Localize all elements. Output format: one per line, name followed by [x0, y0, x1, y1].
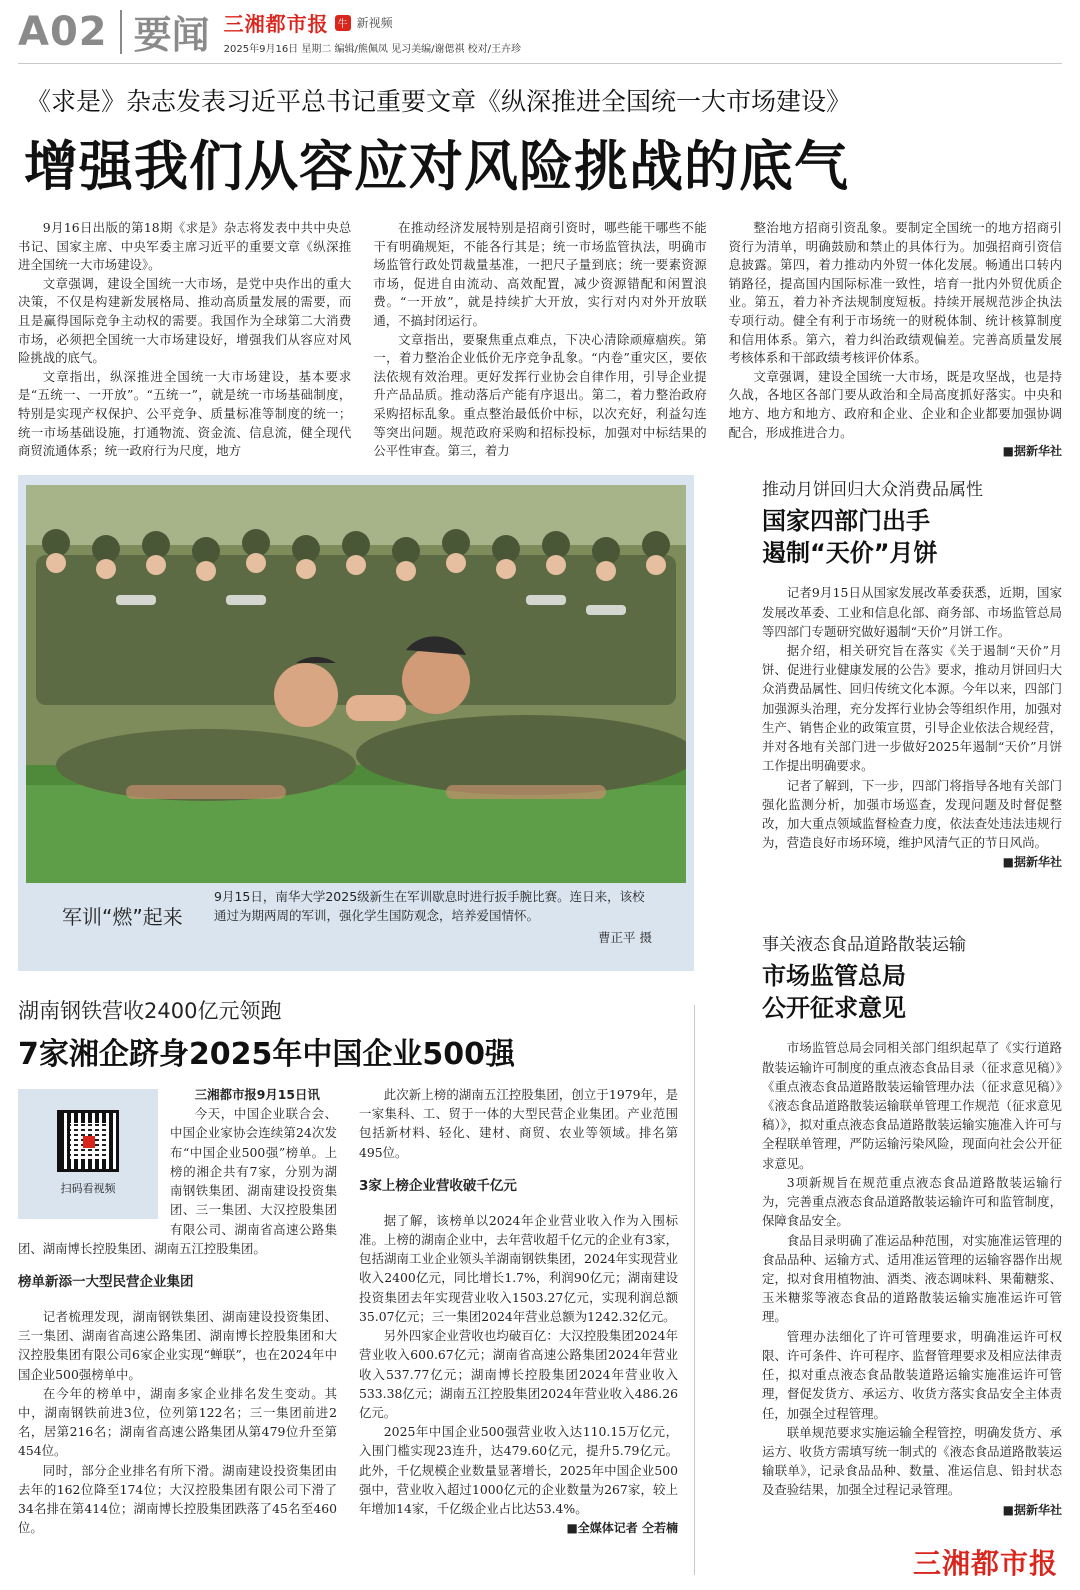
- top-article-column-1: [18, 219, 351, 465]
- qr-code-icon[interactable]: [57, 1110, 119, 1172]
- footer-brand-logo: 三湘都市报: [912, 1547, 1058, 1580]
- top-article-body: [18, 219, 1062, 465]
- liquid-food-body: [762, 1038, 1062, 1519]
- mooncake-kicker: 推动月饼回归大众消费品属性: [762, 480, 983, 500]
- page-number: A02: [18, 8, 108, 55]
- brand-video-label: 新视频: [356, 16, 393, 30]
- qr-label: 扫码看视频: [60, 1182, 116, 1196]
- paragraph: 今天，中国企业联合会、中国企业家协会连续第24次发布“中国企业500强”榜单。上榜的湘企共有7家，分别为湖南钢铁集团、湖南建设投资集团、三一集团、大汉控股集团有限公司、湖南省高速公路集团、湖南博长控股集团、湖南五江控股集团。: [18, 1106, 337, 1256]
- paragraph: 在今年的榜单中，湖南多家企业排名发生变动。其中，湖南钢铁前进3位，位列第122名；三一集团前进2名，居第216名；湖南省高速公路集团从第479位升至第454位。: [18, 1385, 337, 1459]
- qr-logo-icon: [83, 1136, 95, 1148]
- subheading: 榜单新添一大型民营企业集团: [18, 1273, 194, 1290]
- brand-logo: 三湘都市报: [223, 12, 329, 36]
- brand-badge-icon: 牛: [335, 15, 351, 31]
- paragraph: 另外四家企业营收也均破百亿：大汉控股集团2024年营业收入600.67亿元；湖南省高速公路集团2024年营业收入537.77亿元；湖南博长控股集团2024年营业收入533.38亿元；湖南五江控股集团2024年营业收入486.26亿元。: [359, 1328, 678, 1420]
- headline-line: 公开征求意见: [762, 993, 906, 1022]
- paragraph: 同时，部分企业排名有所下滑。湖南建设投资集团由去年的162位降至174位；大汉控股集团有限公司下滑了34名排在第414位；湖南博长控股集团跌落了45名至460位。: [18, 1462, 337, 1536]
- mooncake-body: [762, 583, 1062, 872]
- subheading: 3家上榜企业营收破千亿元: [359, 1177, 517, 1194]
- arm-wrestling-photo: [26, 485, 686, 883]
- top-article-kicker: 《求是》杂志发表习近平总书记重要文章《纵深推进全国统一大市场建设》: [26, 87, 852, 116]
- masthead-divider: [120, 10, 122, 54]
- paragraph: 9月16日出版的第18期《求是》杂志将发表中共中央总书记、国家主席、中央军委主席习近平的重要文章《纵深推进全国统一大市场建设》。: [18, 220, 352, 273]
- paragraph: 文章指出，纵深推进全国统一大市场建设，基本要求是“五统一、一开放”。“五统一”，就是统一市场基础制度，特别是实现产权保护、公平竞争、质量标准等制度的统一；统一市场基础设施，打通物流、资金流、信息流，健全现代商贸流通体系；统一政府行为尺度，地方: [18, 368, 352, 459]
- paragraph: 记者9月15日从国家发展改革委获悉，近期，国家发展改革委、工业和信息化部、商务部、市场监管总局等四部门专题研究做好遏制“天价”月饼工作。: [762, 585, 1062, 639]
- paragraph: 据了解，该榜单以2024年企业营业收入作为入围标准。上榜的湖南企业中，去年营收超千亿元的企业有3家，包括湖南工业企业领头羊湖南钢铁集团，2024年实现营业收入2400亿元，同比增长1.7%，利润90亿元；湖南建设投资集团去年实现营业收入1503.27亿元，实现利润总额35.07亿元；三一集团2024年营业总额为1242.32亿元。: [359, 1212, 678, 1324]
- section-name: 要闻: [133, 13, 210, 57]
- dateline: 三湘都市报9月15日讯: [194, 1087, 320, 1102]
- paragraph: 整治地方招商引资乱象。要制定全国统一的地方招商引资行为清单，明确鼓励和禁止的具体行为。加强招商引资信息披露。第四，着力推动内外贸一体化发展。畅通出口转内销路径，提高国内国际标准一致性，培育一批内外贸优质企业。第五，着力补齐法规制度短板。持续开展规范涉企执法专项行动。健全有利于市场统一的财税体制、统计核算制度和信用体系。第六，着力纠治政绩观偏差。完善高质量发展考核体系和干部政绩考核评价体系。: [728, 220, 1062, 366]
- steel-body: [18, 1085, 678, 1538]
- mooncake-article: [762, 475, 1062, 872]
- photo-caption: 9月15日，南华大学2025级新生在军训歇息时进行扳手腕比赛。连日来，该校通过为期两周的军训，强化学生国防观念，培养爱国情怀。: [214, 889, 645, 924]
- paragraph: 市场监管总局会同相关部门组织起草了《实行道路散装运输许可制度的重点液态食品目录（征求意见稿）》《重点液态食品道路散装运输管理办法（征求意见稿）》《液态食品道路散装运输联单管理工作规范（征求意见稿）》，拟对重点液态食品道路散装运输实施准入许可与全程联单管理，严防运输污染风险，现面向社会公开征求意见。: [762, 1040, 1062, 1171]
- photo-box: [18, 475, 694, 971]
- paragraph: 文章指出，要聚焦重点难点，下决心清除顽瘴痼疾。第一，着力整治企业低价无序竞争乱象。“内卷”重灾区，要依法依规有效治理。更好发挥行业协会自律作用，引导企业提升产品品质。推动落后产能有序退出。第二，着力整治政府采购招标乱象。重点整治最低价中标，以次充好，利益勾连等突出问题。规范政府采购和招标投标，加强对中标结果的公平性审查。第三，着力: [373, 331, 707, 459]
- masthead-info: [224, 8, 521, 55]
- liquid-food-article: [762, 930, 1062, 1519]
- paragraph: 记者梳理发现，湖南钢铁集团、湖南建设投资集团、三一集团、湖南省高速公路集团、湖南博长控股集团和大汉控股集团有限公司6家企业实现“蝉联”，也在2024年中国企业500强榜单中。: [18, 1308, 337, 1382]
- top-article-column-2: [373, 219, 706, 465]
- paragraph: 记者了解到，下一步，四部门将指导各地有关部门强化监测分析，加强市场巡查，发现问题及时督促整改，加大重点领域监督检查力度，依法查处违法违规行为，营造良好市场环境，维护风清气正的节日风尚。: [762, 777, 1062, 851]
- paragraph: 食品目录明确了准运品种范围，对实施准运管理的食品品种、运输方式、适用准运管理的运输容器作出规定，拟对食用植物油、酒类、液态调味料、果葡糖浆、玉米糖浆等液态食品的道路散装运输实施准运许可管理。: [762, 1232, 1062, 1325]
- source-line: [729, 442, 1062, 461]
- headline-line: 市场监管总局: [762, 962, 906, 990]
- right-column: [762, 475, 1062, 1519]
- headline-line: 遏制“天价”月饼: [762, 538, 938, 567]
- paragraph: 文章强调，建设全国统一大市场，既是攻坚战，也是持久战，各地区各部门要从政治和全局高度抓好落实。中央和地方、地方和地方、政府和企业、企业和企业都要加强协调配合，形成推进合力。: [728, 368, 1062, 440]
- paragraph: 2025年中国企业500强营业收入达110.15万亿元，入围门槛实现23连升，达479.60亿元，提升5.79亿元。此外，千亿规模企业数量显著增长，2025年中国企业500强中，营业收入超过1000亿元的企业数量为267家，较上年增加14家，千亿级企业占比达53.4%。: [359, 1424, 678, 1517]
- column-divider: [694, 1005, 695, 1575]
- qr-code-box[interactable]: [18, 1089, 158, 1219]
- steel-kicker: 湖南钢铁营收2400亿元领跑: [18, 999, 282, 1023]
- liquid-food-kicker: 事关液态食品道路散装运输: [762, 935, 966, 955]
- photo-illustration: [26, 485, 686, 883]
- source-line: [359, 1518, 678, 1538]
- paragraph: 联单规范要求实施运输全程管控，明确发货方、承运方、收货方需填写统一制式的《液态食品道路散装运输联单》，记录食品品种、数量、准运信息、铅封状态及查验结果，加强全过程记录管理。: [762, 1424, 1062, 1498]
- source-credit: ■据新华社: [1002, 1502, 1062, 1517]
- steel-article: [18, 995, 678, 1538]
- paragraph: 据介绍，相关研究旨在落实《关于遏制“天价”月饼、促进行业健康发展的公告》要求，推动月饼回归大众消费品属性、回归传统文化本源。今年以来，四部门加强源头治理，充分发挥行业协会等组织作用，加强对生产、销售企业的政策宣贯，引导企业依法合规经营，并对各地有关部门进一步做好2025年遏制“天价”月饼工作提出明确要求。: [762, 643, 1062, 774]
- paragraph: 此次新上榜的湖南五江控股集团，创立于1979年，是一家集科、工、贸于一体的大型民营企业集团。产业范围包括新材料、轻化、建材、商贸、农业等领域。排名第495位。: [359, 1087, 678, 1160]
- liquid-food-headline: [762, 961, 1062, 1024]
- paragraph: 在推动经济发展特别是招商引资时，哪些能干哪些不能干有明确规矩，不能各行其是；统一市场监管执法，明确市场监管行政处罚裁量基准，一把尺子量到底；统一要素资源市场，促进自由流动、高效配置，减少资源错配和闲置浪费。“一开放”，就是持续扩大开放，实行对内对外开放联通，不搞封闭运行。: [373, 220, 707, 329]
- paragraph: 文章强调，建设全国统一大市场，是党中央作出的重大决策，不仅是构建新发展格局、推动高质量发展的需要，而且是赢得国际竞争主动权的需要。我国作为全球第二大消费市场，必须把全国统一大市场建设好，增强我们从容应对风险挑战的底气。: [18, 275, 352, 366]
- paragraph: 管理办法细化了许可管理要求，明确准运许可权限、许可条件、许可程序、监督管理要求及相应法律责任，拟对重点液态食品散装道路运输实施准运许可管理，督促发货方、承运方、收货方落实食品安全主体责任，加强全过程管理。: [762, 1328, 1062, 1421]
- reporter-credit: ■全媒体记者 仝若楠: [566, 1521, 678, 1536]
- headline-line: 国家四部门出手: [762, 507, 930, 535]
- middle-section: [18, 475, 1062, 1575]
- masthead: [18, 0, 1062, 64]
- source-credit: ■据新华社: [1002, 444, 1062, 459]
- steel-headline: 7家湘企跻身2025年中国企业500强: [18, 1037, 515, 1072]
- photo-credit: 曹正平 摄: [598, 930, 652, 945]
- steel-column-1: [18, 1085, 337, 1538]
- top-article-column-3: [729, 219, 1062, 465]
- source-credit: ■据新华社: [1002, 855, 1062, 870]
- source-line: [762, 1500, 1062, 1520]
- photo-title: 军训“燃”起来: [62, 905, 183, 929]
- steel-column-2: [359, 1085, 678, 1538]
- brand-row: [224, 8, 521, 37]
- masthead-meta: 2025年9月16日 星期二 编辑/熊佩凤 见习美编/谢偲祺 校对/王卉珍: [223, 44, 521, 55]
- mooncake-headline: [762, 506, 1062, 569]
- top-article-headline: 增强我们从容应对风险挑战的底气: [24, 135, 849, 198]
- paragraph: 3项新规旨在规范重点液态食品道路散装运输行为，完善重点液态食品道路散装运输许可和监管制度，保障食品安全。: [762, 1174, 1062, 1229]
- source-line: [762, 852, 1062, 872]
